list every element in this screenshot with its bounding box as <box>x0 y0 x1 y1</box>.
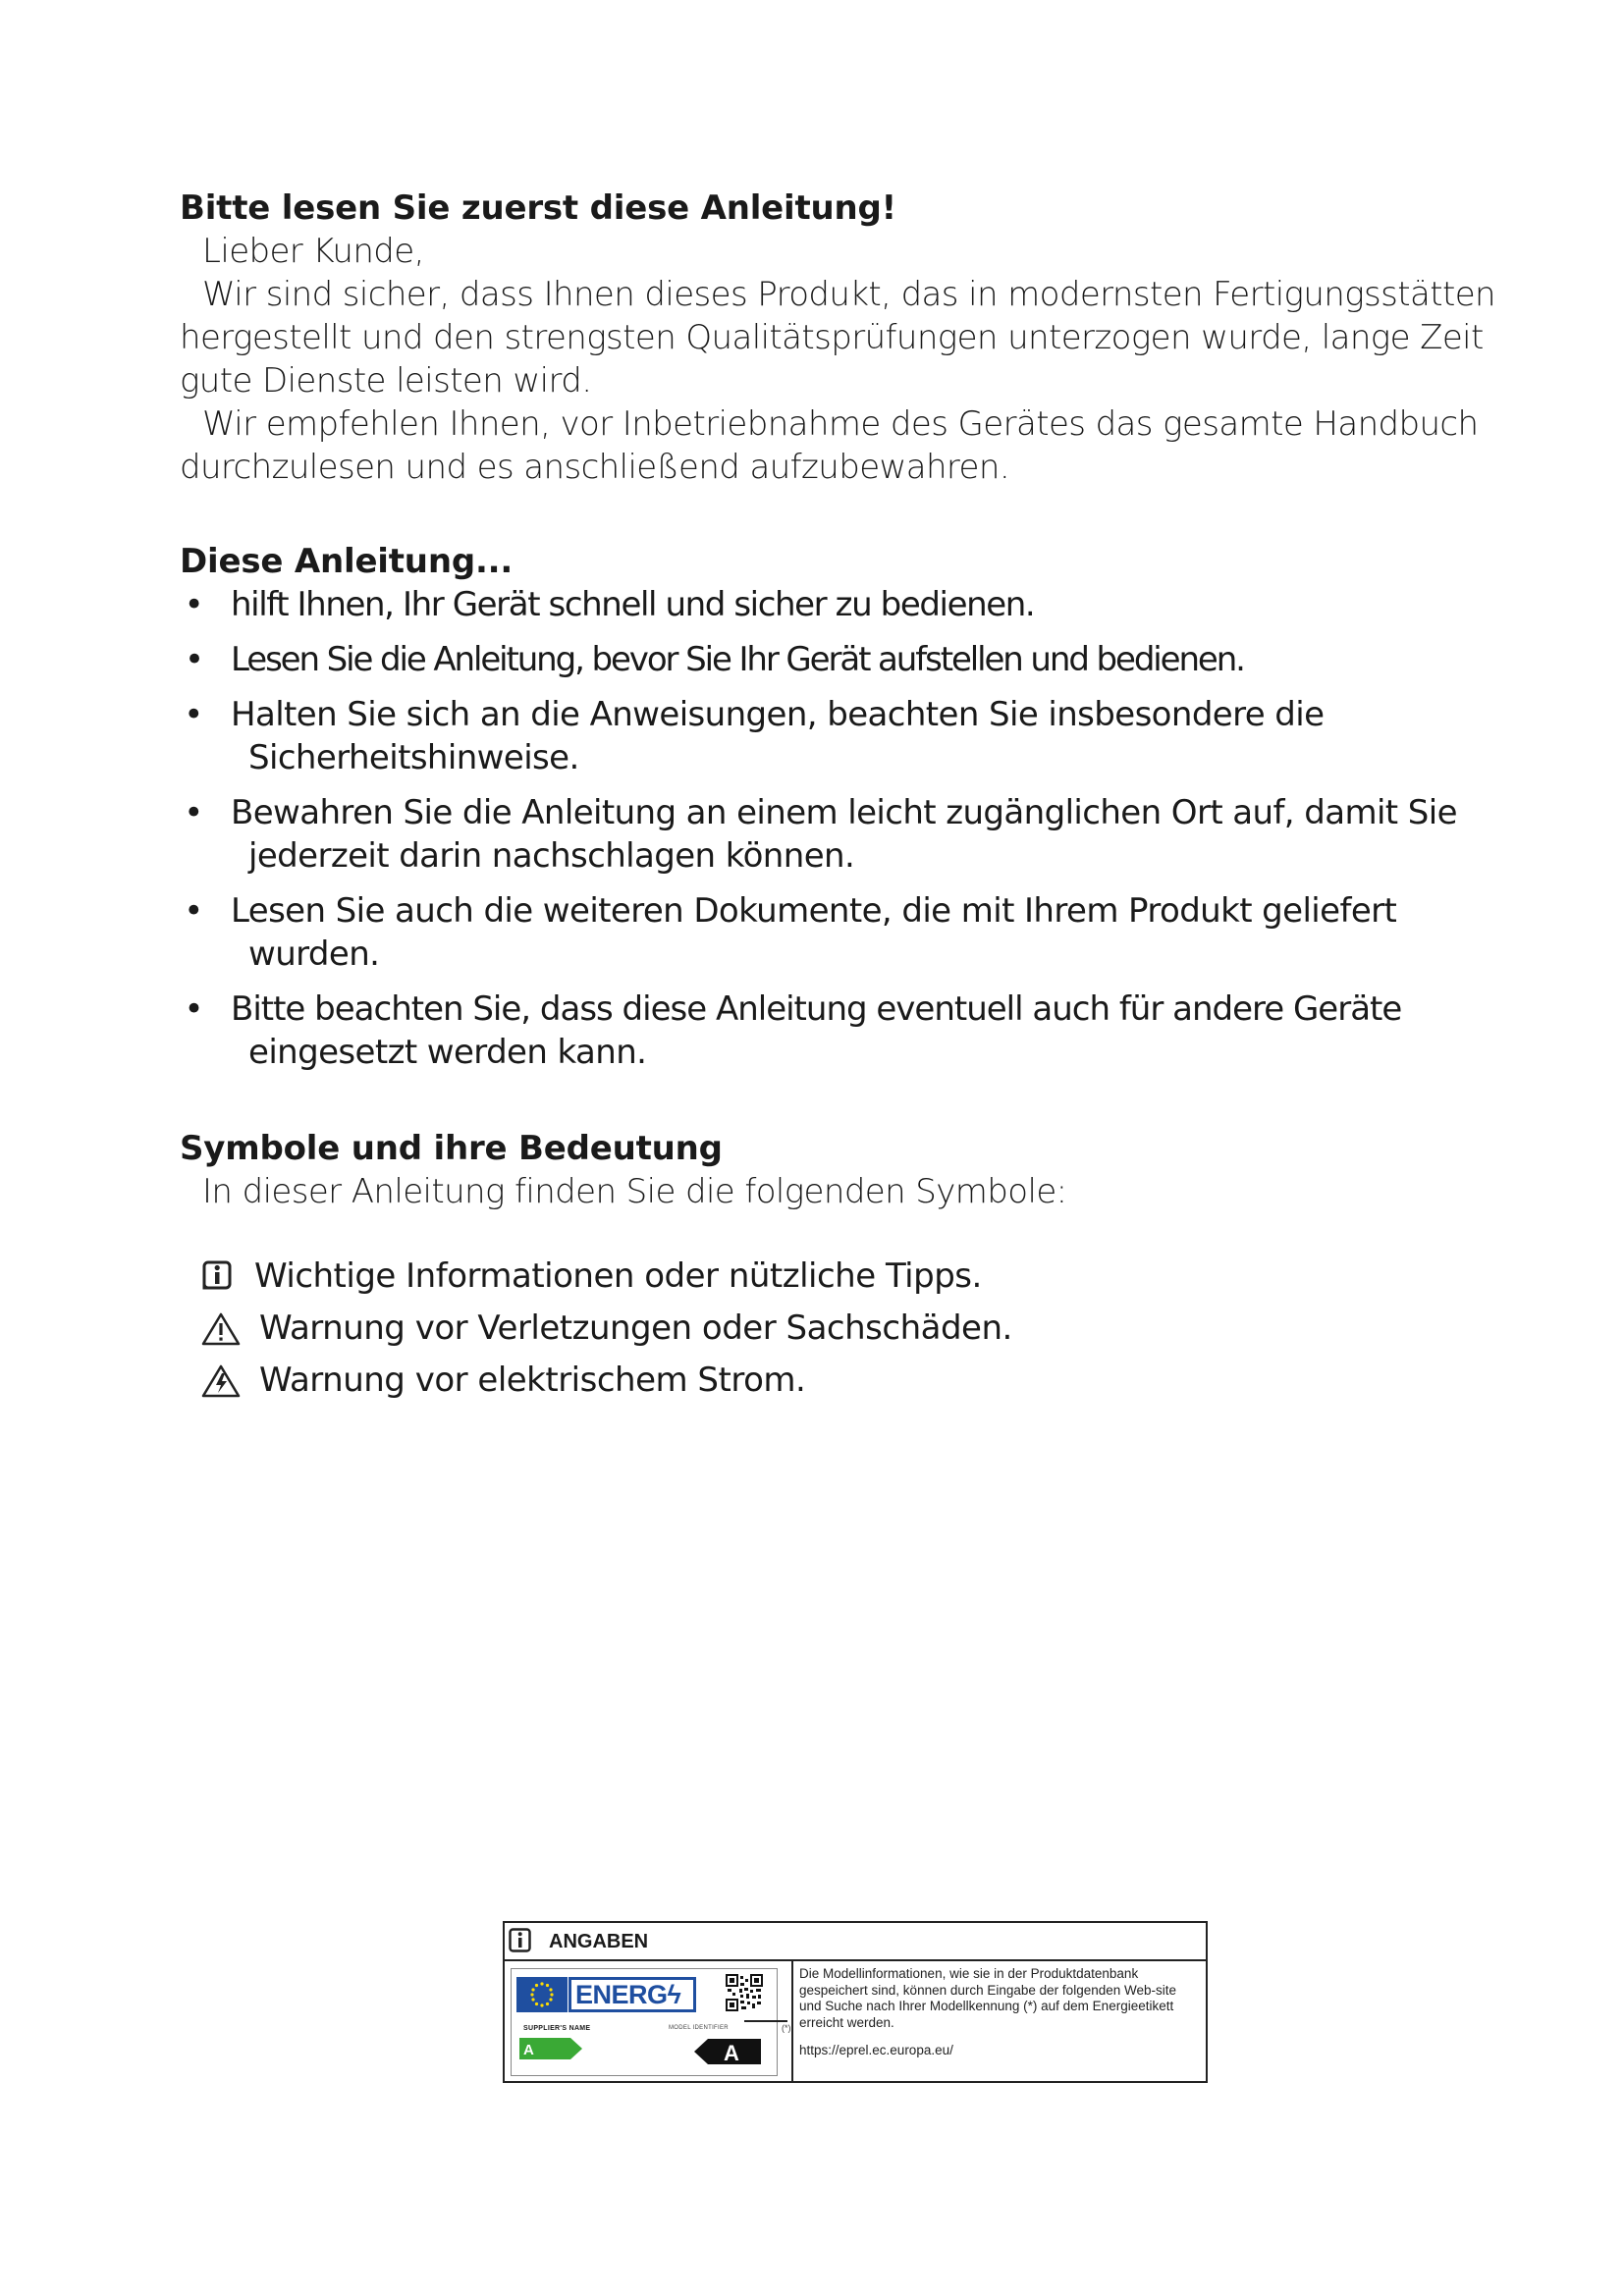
intro-paragraph-2: Wir empfehlen Ihnen, vor Inbetriebnahme des Gerätes das gesamte Handbuch durchzulesen und es anschließend aufzubewahren. <box>180 404 1479 487</box>
energy-label-panel <box>505 1961 793 2081</box>
warning-triangle-icon <box>201 1312 241 1346</box>
info-icon <box>201 1260 241 1294</box>
symbol-text: Warnung vor elektrischem Strom. <box>259 1361 806 1400</box>
list-item-text-continued: Sicherheitshinweise. <box>248 738 579 777</box>
description-text: Die Modellinformationen, wie sie in der Produktdatenbank gespeichert sind, können durch Eingabe der folgenden Web-site und Suche nach Ihrer Modellkennung (*) auf dem Energieetikett erreicht werden. <box>799 1966 1177 2030</box>
symbols-section <box>180 1127 1505 1411</box>
symbol-text: Warnung vor Verletzungen oder Sachschäden. <box>259 1308 1012 1348</box>
list-item-text: Bewahren Sie die Anleitung an einem leicht zugänglichen Ort auf, damit Sie <box>231 793 1457 832</box>
list-item-text: Lesen Sie die Anleitung, bevor Sie Ihr Gerät aufstellen und bedienen. <box>231 640 1244 679</box>
electric-warning-icon <box>201 1364 241 1398</box>
energy-label-card <box>511 1968 778 2076</box>
eu-flag-icon <box>516 1977 568 2012</box>
black-class-arrow <box>694 2039 761 2064</box>
intro-paragraph-1: Wir sind sicher, dass Ihnen dieses Produkt, das in modernsten Fertigungsstätten hergestellt und den strengsten Qualitätsprüfungen unterzogen wurde, lange Zeit gute Dienste leisten wird. <box>180 275 1495 400</box>
model-identifier-label: MODEL IDENTIFIER <box>669 2025 729 2031</box>
energy-logo-text: ENERG <box>575 1980 668 2009</box>
list-item-text-continued: wurden. <box>248 934 380 974</box>
manual-section <box>180 540 1505 1086</box>
info-box-description <box>799 1966 1197 2059</box>
list-item <box>180 889 1505 976</box>
product-info-box <box>503 1921 1208 2083</box>
intro-section <box>180 187 1505 489</box>
list-item-text: Halten Sie sich an die Anweisungen, beachten Sie insbesondere die <box>231 695 1325 734</box>
list-item <box>180 638 1505 681</box>
info-box-header <box>505 1923 1206 1961</box>
symbol-row-warning <box>180 1307 1505 1350</box>
symbol-text: Wichtige Informationen oder nützliche Tipps. <box>254 1256 982 1296</box>
symbols-heading: Symbole und ihre Bedeutung <box>180 1129 723 1168</box>
eprel-link[interactable]: https://eprel.ec.europa.eu/ <box>799 2043 953 2057</box>
info-box-title: ANGABEN <box>549 1931 649 1952</box>
black-class-text: A <box>724 2041 739 2064</box>
list-item <box>180 791 1505 878</box>
symbol-row-electric <box>180 1359 1505 1402</box>
intro-heading: Bitte lesen Sie zuerst diese Anleitung! <box>180 188 896 228</box>
green-class-text: A <box>523 2042 534 2058</box>
list-item <box>180 583 1505 626</box>
manual-bullet-list <box>180 583 1505 1074</box>
list-item-text: hilft Ihnen, Ihr Gerät schnell und sicher zu bedienen. <box>231 585 1035 624</box>
bullet-icon: • <box>184 695 203 734</box>
model-star-note: (*) <box>782 2023 791 2033</box>
info-icon <box>509 1928 532 1953</box>
manual-heading: Diese Anleitung... <box>180 542 514 581</box>
bullet-icon: • <box>185 640 202 679</box>
list-item <box>180 693 1505 779</box>
energy-logo <box>568 1977 696 2012</box>
list-item <box>180 988 1505 1074</box>
list-item-text: Lesen Sie auch die weiteren Dokumente, die mit Ihrem Produkt geliefert <box>231 891 1397 931</box>
list-item-text: Bitte beachten Sie, dass diese Anleitung eventuell auch für andere Geräte <box>231 989 1402 1029</box>
qr-code-icon <box>726 1974 763 2011</box>
bullet-icon: • <box>184 585 203 624</box>
list-item-text-continued: jederzeit darin nachschlagen können. <box>248 836 855 876</box>
symbol-row-info <box>180 1255 1505 1298</box>
list-item-text-continued: eingesetzt werden kann. <box>248 1033 647 1072</box>
green-class-arrow <box>519 2038 582 2059</box>
bullet-icon: • <box>184 989 203 1029</box>
symbols-intro: In dieser Anleitung finden Sie die folgenden Symbole: <box>202 1172 1067 1211</box>
pointer-line <box>744 2020 787 2022</box>
greeting: Lieber Kunde, <box>202 232 424 271</box>
supplier-name-label: SUPPLIER'S NAME <box>523 2025 591 2032</box>
lightning-icon: ϟ <box>667 1980 681 2009</box>
bullet-icon: • <box>184 891 203 931</box>
bullet-icon: • <box>184 793 203 832</box>
